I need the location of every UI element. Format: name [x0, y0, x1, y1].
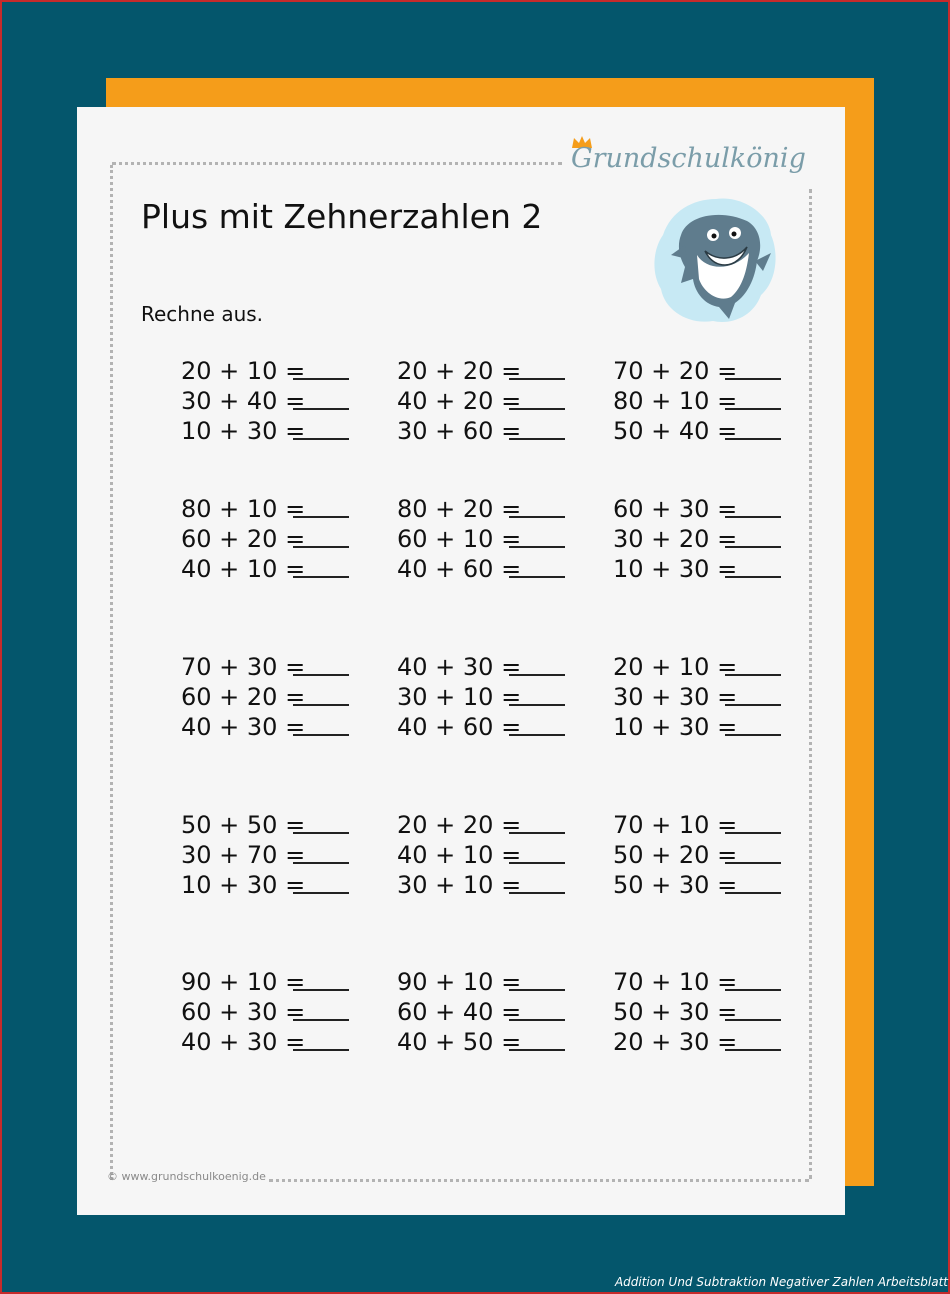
exercise-line [181, 652, 361, 682]
answer-blank [725, 704, 781, 706]
image-caption: Addition Und Subtraktion Negativer Zahlen Arbeitsblatt [614, 1275, 948, 1289]
answer-blank [725, 378, 781, 380]
exercise-block [397, 494, 577, 584]
answer-blank [725, 734, 781, 736]
exercise-line [397, 712, 577, 742]
exercise-expression: 40 + 20 = [397, 387, 522, 415]
brand-logo: Grundschulkönig [571, 143, 806, 174]
exercise-expression: 60 + 40 = [397, 998, 522, 1026]
dotted-border-left [110, 165, 113, 1180]
exercise-expression: 50 + 30 = [613, 998, 738, 1026]
exercise-line [181, 416, 361, 446]
answer-blank [293, 704, 349, 706]
exercise-block [613, 810, 793, 900]
exercise-line [181, 386, 361, 416]
exercise-expression: 70 + 10 = [613, 968, 738, 996]
answer-blank [509, 408, 565, 410]
exercise-block [397, 967, 577, 1057]
exercise-expression: 40 + 10 = [397, 841, 522, 869]
answer-blank [725, 832, 781, 834]
exercise-line [613, 810, 793, 840]
exercise-expression: 50 + 30 = [613, 871, 738, 899]
answer-blank [509, 734, 565, 736]
exercise-expression: 10 + 30 = [181, 871, 306, 899]
exercise-expression: 20 + 20 = [397, 357, 522, 385]
exercise-expression: 60 + 20 = [181, 683, 306, 711]
exercise-block [181, 652, 361, 742]
answer-blank [509, 1049, 565, 1051]
exercise-expression: 40 + 30 = [397, 653, 522, 681]
exercise-expression: 80 + 20 = [397, 495, 522, 523]
answer-blank [725, 438, 781, 440]
exercise-expression: 90 + 10 = [181, 968, 306, 996]
exercise-line [181, 810, 361, 840]
exercise-expression: 40 + 50 = [397, 1028, 522, 1056]
exercise-line [181, 524, 361, 554]
answer-blank [293, 516, 349, 518]
answer-blank [509, 576, 565, 578]
answer-blank [293, 734, 349, 736]
exercise-line [613, 840, 793, 870]
exercise-line [397, 386, 577, 416]
exercise-expression: 10 + 30 = [613, 713, 738, 741]
answer-blank [725, 576, 781, 578]
exercise-block [613, 356, 793, 446]
exercise-line [181, 712, 361, 742]
exercise-line [613, 997, 793, 1027]
exercise-block [613, 494, 793, 584]
exercise-line [613, 1027, 793, 1057]
exercise-expression: 80 + 10 = [613, 387, 738, 415]
answer-blank [293, 546, 349, 548]
exercise-expression: 60 + 30 = [181, 998, 306, 1026]
answer-blank [293, 378, 349, 380]
exercise-line [613, 870, 793, 900]
exercise-line [181, 840, 361, 870]
exercise-expression: 40 + 30 = [181, 713, 306, 741]
exercise-expression: 40 + 60 = [397, 713, 522, 741]
exercise-line [397, 997, 577, 1027]
exercise-expression: 40 + 30 = [181, 1028, 306, 1056]
answer-blank [509, 892, 565, 894]
answer-blank [509, 516, 565, 518]
dotted-border-bottom [269, 1179, 809, 1182]
answer-blank [293, 989, 349, 991]
exercise-expression: 30 + 10 = [397, 683, 522, 711]
answer-blank [509, 378, 565, 380]
exercise-expression: 60 + 30 = [613, 495, 738, 523]
exercise-block [613, 967, 793, 1057]
answer-blank [293, 408, 349, 410]
answer-blank [509, 832, 565, 834]
exercise-expression: 10 + 30 = [613, 555, 738, 583]
exercise-expression: 50 + 20 = [613, 841, 738, 869]
answer-blank [725, 674, 781, 676]
exercise-block [397, 652, 577, 742]
exercise-expression: 80 + 10 = [181, 495, 306, 523]
exercise-line [397, 652, 577, 682]
answer-blank [509, 674, 565, 676]
exercise-expression: 30 + 40 = [181, 387, 306, 415]
answer-blank [509, 546, 565, 548]
exercise-line [397, 554, 577, 584]
answer-blank [725, 1019, 781, 1021]
exercise-expression: 20 + 30 = [613, 1028, 738, 1056]
exercise-line [397, 524, 577, 554]
exercise-expression: 70 + 30 = [181, 653, 306, 681]
exercise-line [181, 682, 361, 712]
exercise-expression: 30 + 10 = [397, 871, 522, 899]
exercise-line [613, 967, 793, 997]
exercise-line [181, 494, 361, 524]
exercise-expression: 40 + 10 = [181, 555, 306, 583]
answer-blank [293, 892, 349, 894]
exercise-expression: 70 + 10 = [613, 811, 738, 839]
answer-blank [293, 862, 349, 864]
exercise-block [397, 810, 577, 900]
exercise-block [613, 652, 793, 742]
answer-blank [509, 438, 565, 440]
exercise-line [397, 682, 577, 712]
answer-blank [509, 989, 565, 991]
answer-blank [725, 892, 781, 894]
exercise-line [397, 1027, 577, 1057]
exercise-expression: 40 + 60 = [397, 555, 522, 583]
exercise-line [181, 967, 361, 997]
exercise-block [181, 967, 361, 1057]
exercise-line [181, 554, 361, 584]
exercise-expression: 20 + 10 = [181, 357, 306, 385]
exercise-line [397, 870, 577, 900]
dotted-border-top [112, 162, 562, 165]
exercise-line [613, 554, 793, 584]
answer-blank [725, 862, 781, 864]
shark-mascot [651, 195, 781, 335]
exercise-line [397, 840, 577, 870]
exercise-line [613, 652, 793, 682]
exercise-line [397, 494, 577, 524]
exercise-block [181, 810, 361, 900]
exercise-expression: 10 + 30 = [181, 417, 306, 445]
answer-blank [725, 408, 781, 410]
exercise-line [181, 997, 361, 1027]
answer-blank [293, 438, 349, 440]
exercise-expression: 60 + 20 = [181, 525, 306, 553]
exercise-line [181, 356, 361, 386]
answer-blank [293, 1019, 349, 1021]
exercise-expression: 30 + 70 = [181, 841, 306, 869]
exercise-block [181, 494, 361, 584]
exercise-line [397, 416, 577, 446]
answer-blank [725, 1049, 781, 1051]
footer-copyright: © www.grundschulkoenig.de [107, 1170, 266, 1183]
answer-blank [509, 1019, 565, 1021]
answer-blank [725, 989, 781, 991]
exercise-expression: 60 + 10 = [397, 525, 522, 553]
answer-blank [725, 516, 781, 518]
exercise-line [613, 356, 793, 386]
instruction-text: Rechne aus. [141, 302, 264, 326]
answer-blank [293, 576, 349, 578]
exercise-line [181, 1027, 361, 1057]
exercise-expression: 70 + 20 = [613, 357, 738, 385]
exercise-line [397, 810, 577, 840]
answer-blank [509, 704, 565, 706]
answer-blank [509, 862, 565, 864]
exercise-line [613, 416, 793, 446]
exercise-line [397, 356, 577, 386]
exercise-line [613, 494, 793, 524]
exercise-block [397, 356, 577, 446]
exercise-block [181, 356, 361, 446]
exercise-expression: 50 + 50 = [181, 811, 306, 839]
exercise-expression: 20 + 20 = [397, 811, 522, 839]
answer-blank [293, 674, 349, 676]
exercise-line [613, 524, 793, 554]
exercise-expression: 30 + 30 = [613, 683, 738, 711]
answer-blank [293, 1049, 349, 1051]
exercise-line [613, 386, 793, 416]
exercise-expression: 90 + 10 = [397, 968, 522, 996]
worksheet-page [77, 107, 845, 1215]
exercise-line [613, 712, 793, 742]
exercise-expression: 30 + 20 = [613, 525, 738, 553]
dotted-border-right [809, 189, 812, 1179]
exercise-line [613, 682, 793, 712]
exercise-expression: 20 + 10 = [613, 653, 738, 681]
exercise-expression: 30 + 60 = [397, 417, 522, 445]
answer-blank [293, 832, 349, 834]
exercise-line [181, 870, 361, 900]
exercise-line [397, 967, 577, 997]
answer-blank [725, 546, 781, 548]
exercise-expression: 50 + 40 = [613, 417, 738, 445]
page-title: Plus mit Zehnerzahlen 2 [141, 197, 543, 236]
